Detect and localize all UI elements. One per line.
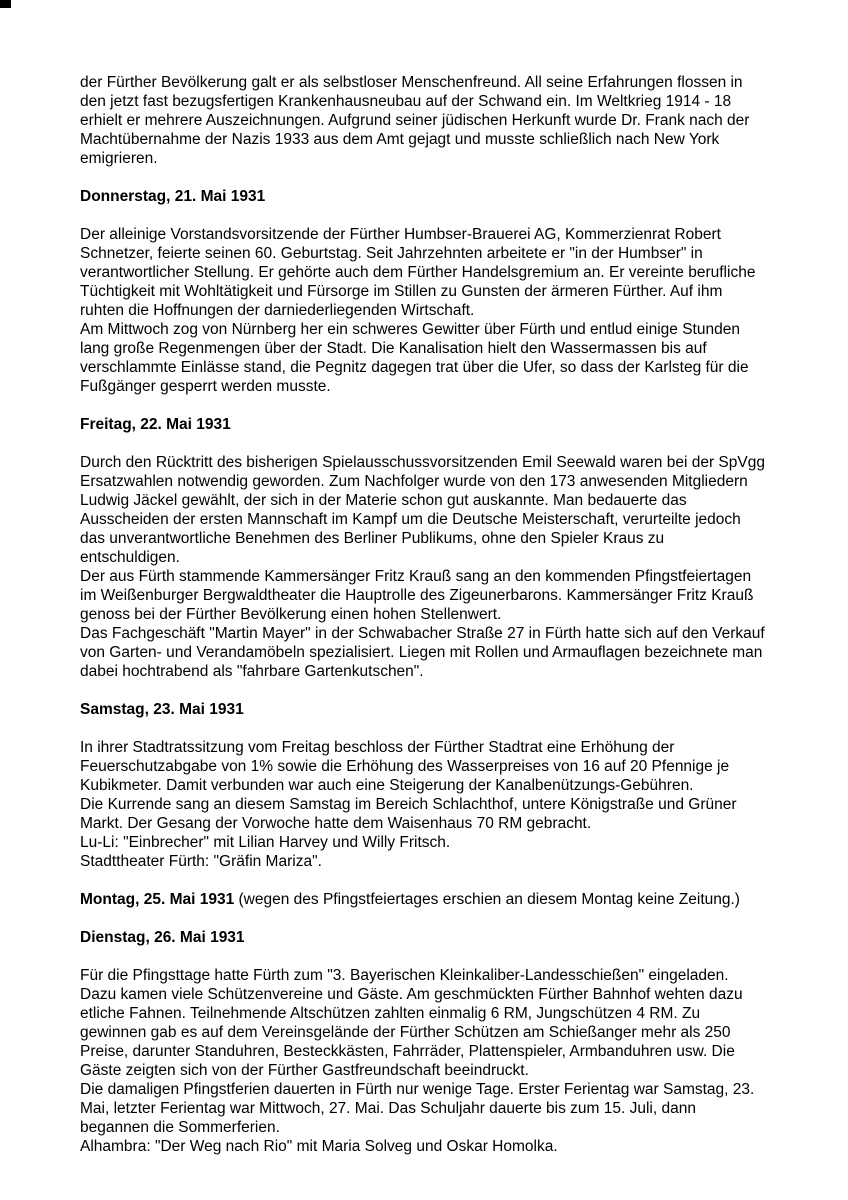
paragraph: Am Mittwoch zog von Nürnberg her ein schweres Gewitter über Fürth und entlud einige Stunden lang große Regenmengen über der Stadt. Die Kanalisation hielt den Wassermassen bis auf verschlammte Einlässe stand, die Pegnitz dagegen trat über die Ufer, so dass der Karlsteg für die Fußgänger gesperrt werden musste. (80, 321, 749, 395)
section-heading (80, 415, 768, 434)
section-heading-date: Samstag, 23. Mai 1931 (80, 701, 244, 718)
paragraph: Die damaligen Pfingstferien dauerten in Fürth nur wenige Tage. Erster Ferientag war Samstag, 23. Mai, letzter Ferientag war Mittwoch, 27. Mai. Das Schuljahr dauerte bis zum 15. Juli, dann begannen die Sommerferien. (80, 1081, 755, 1136)
paragraph: Die Kurrende sang an diesem Samstag im Bereich Schlachthof, untere Königstraße und Grüner Markt. Der Gesang der Vorwoche hatte dem Waisenhaus 70 RM gebracht. (80, 796, 737, 832)
section-heading-date: Freitag, 22. Mai 1931 (80, 416, 231, 433)
section-heading (80, 187, 768, 206)
paragraph: Durch den Rücktritt des bisherigen Spielausschussvorsitzenden Emil Seewald waren bei der SpVgg Ersatzwahlen notwendig geworden. Zum Nachfolger wurde von den 173 anwesenden Mitgliedern Ludwig Jäckel gewählt, der sich in der Materie schon gut auskannte. Man bedauerte das Ausscheiden der ersten Mannschaft im Kampf um die Deutsche Meisterschaft, verurteilte jedoch das unverantwortliche Benehmen des Berliner Publikums, ohne den Spieler Kraus zu entschuldigen. (80, 454, 765, 566)
section-heading-date: Dienstag, 26. Mai 1931 (80, 929, 245, 946)
section-heading-note: (wegen des Pfingstfeiertages erschien an diesem Montag keine Zeitung.) (238, 891, 740, 908)
section-donnerstag-21-mai-1931 (80, 187, 768, 396)
paragraph: Der alleinige Vorstandsvorsitzende der Fürther Humbser-Brauerei AG, Kommerzienrat Robert Schnetzer, feierte seinen 60. Geburtstag. Seit Jahrzehnten arbeitete er "in der Humbser" in verantwortlicher Stellung. Er gehörte auch dem Fürther Handelsgremium an. Er vereinte berufliche Tüchtigkeit mit Wohltätigkeit und Fürsorge im Stillen zu Gunsten der ärmeren Fürther. Auf ihm ruhten die Hoffnungen der darniederliegenden Wirtschaft. (80, 226, 756, 319)
section-heading (80, 928, 768, 947)
section-samstag-23-mai-1931 (80, 700, 768, 871)
section-heading (80, 700, 768, 719)
paragraph: der Fürther Bevölkerung galt er als selbstloser Menschenfreund. All seine Erfahrungen flossen in den jetzt fast bezugsfertigen Krankenhausneubau auf der Schwand ein. Im Weltkrieg 1914 - 18 erhielt er mehrere Auszeichnungen. Aufgrund seiner jüdischen Herkunft wurde Dr. Frank nach der Machtübernahme der Nazis 1933 aus dem Amt gejagt und musste schließlich nach New York emigrieren. (80, 74, 750, 167)
scan-corner-artifact (0, 0, 11, 8)
section-freitag-22-mai-1931 (80, 415, 768, 681)
paragraph: Der aus Fürth stammende Kammersänger Fritz Krauß sang an den kommenden Pfingstfeiertagen im Weißenburger Bergwaldtheater die Hauptrolle des Zigeunerbarons. Kammersänger Fritz Krauß genoss bei der Fürther Bevölkerung einen hohen Stellenwert. (80, 568, 754, 623)
paragraph: Alhambra: "Der Weg nach Rio" mit Maria Solveg und Oskar Homolka. (80, 1138, 558, 1155)
section-heading-date: Montag, 25. Mai 1931 (80, 891, 235, 908)
paragraph: In ihrer Stadtratssitzung vom Freitag beschloss der Fürther Stadtrat eine Erhöhung der Feuerschutzabgabe von 1% sowie die Erhöhung des Wasserpreises von 16 auf 20 Pfennige je Kubikmeter. Damit verbunden war auch eine Steigerung der Kanalbenützungs-Gebühren. (80, 739, 730, 794)
paragraph: Stadttheater Fürth: "Gräfin Mariza". (80, 853, 322, 870)
section-heading-date: Donnerstag, 21. Mai 1931 (80, 188, 266, 205)
section-dienstag-26-mai-1931 (80, 928, 768, 1156)
section-intro-continuation (80, 73, 768, 168)
paragraph: Lu-Li: "Einbrecher" mit Lilian Harvey und Willy Fritsch. (80, 834, 451, 851)
section-heading (80, 890, 768, 909)
paragraph: Für die Pfingsttage hatte Fürth zum "3. Bayerischen Kleinkaliber-Landesschießen" eingeladen. Dazu kamen viele Schützenvereine und Gäste. Am geschmückten Fürther Bahnhof wehten dazu etliche Fahnen. Teilnehmende Altschützen zahlten einmalig 6 RM, Jungschützen 4 RM. Zu gewinnen gab es auf dem Vereinsgelände der Fürther Schützen am Schießanger mehr als 250 Preise, darunter Standuhren, Besteckkästen, Fahrräder, Plattenspieler, Armbanduhren usw. Die Gäste zeigten sich von der Fürther Gastfreundschaft beeindruckt. (80, 967, 743, 1079)
section-montag-25-mai-1931 (80, 890, 768, 909)
paragraph: Das Fachgeschäft "Martin Mayer" in der Schwabacher Straße 27 in Fürth hatte sich auf den Verkauf von Garten- und Verandamöbeln spezialisiert. Liegen mit Rollen und Armauflagen bezeichnete man dabei hochtrabend als "fahrbare Gartenkutschen". (80, 625, 765, 680)
